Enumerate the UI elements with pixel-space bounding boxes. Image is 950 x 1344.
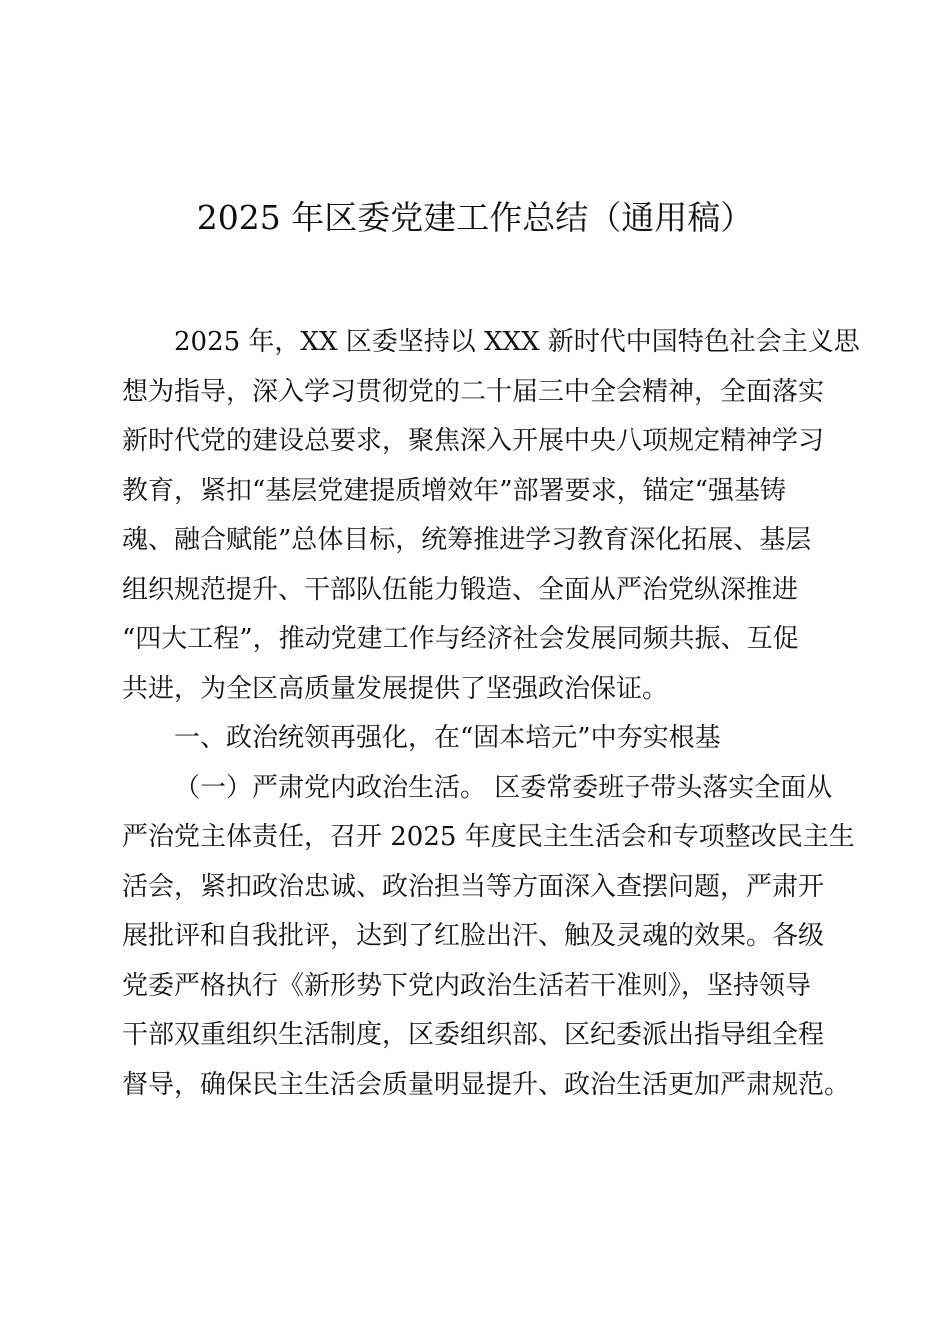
paragraph-line: 党委严格执行《新形势下党内政治生活若干准则》，坚持领导 — [122, 970, 812, 1001]
paragraph-line: 干部双重组织生活制度，区委组织部、区纪委派出指导组全程 — [122, 1020, 825, 1050]
paragraph-line: 教育，紧扣“基层党建提质增效年”部署要求，锚定“强基铸 — [122, 475, 786, 506]
paragraph-line: 组织规范提升、干部队伍能力锻造、全面从严治党纵深推进 — [122, 574, 799, 605]
paragraph-line: 展批评和自我批评，达到了红脸出汗、触及灵魂的效果。各级 — [122, 921, 825, 951]
paragraph-line: 新时代党的建设总要求，聚焦深入开展中央八项规定精神学习 — [122, 426, 825, 456]
paragraph-line: 魂、融合赋能”总体目标，统筹推进学习教育深化拓展、基层 — [122, 525, 812, 555]
document-title: 2025 年区委党建工作总结（通用稿） — [196, 198, 754, 237]
paragraph-line: 督导，确保民主生活会质量明显提升、政治生活更加严肃规范。 — [122, 1069, 851, 1100]
subsection-line: （一）严肃党内政治生活。 区委常委班子带头落实全面从 — [174, 772, 833, 803]
section-heading: 一、政治统领再强化，在“固本培元”中夯实根基 — [174, 723, 721, 753]
paragraph-line: 共进，为全区高质量发展提供了坚强政治保证。 — [122, 673, 669, 704]
document-body — [122, 318, 860, 1110]
paragraph-line: “四大工程”，推动党建工作与经济社会发展同频共振、互促 — [122, 624, 799, 654]
paragraph-line: 2025 年，XX 区委坚持以 XXX 新时代中国特色社会主义思 — [174, 327, 860, 357]
paragraph-line: 想为指导，深入学习贯彻党的二十届三中全会精神，全面落实 — [122, 376, 825, 407]
paragraph-line: 严治党主体责任，召开 2025 年度民主生活会和专项整改民主生 — [122, 822, 855, 852]
paragraph-line: 活会，紧扣政治忠诚、政治担当等方面深入查摆问题，严肃开 — [122, 871, 825, 902]
